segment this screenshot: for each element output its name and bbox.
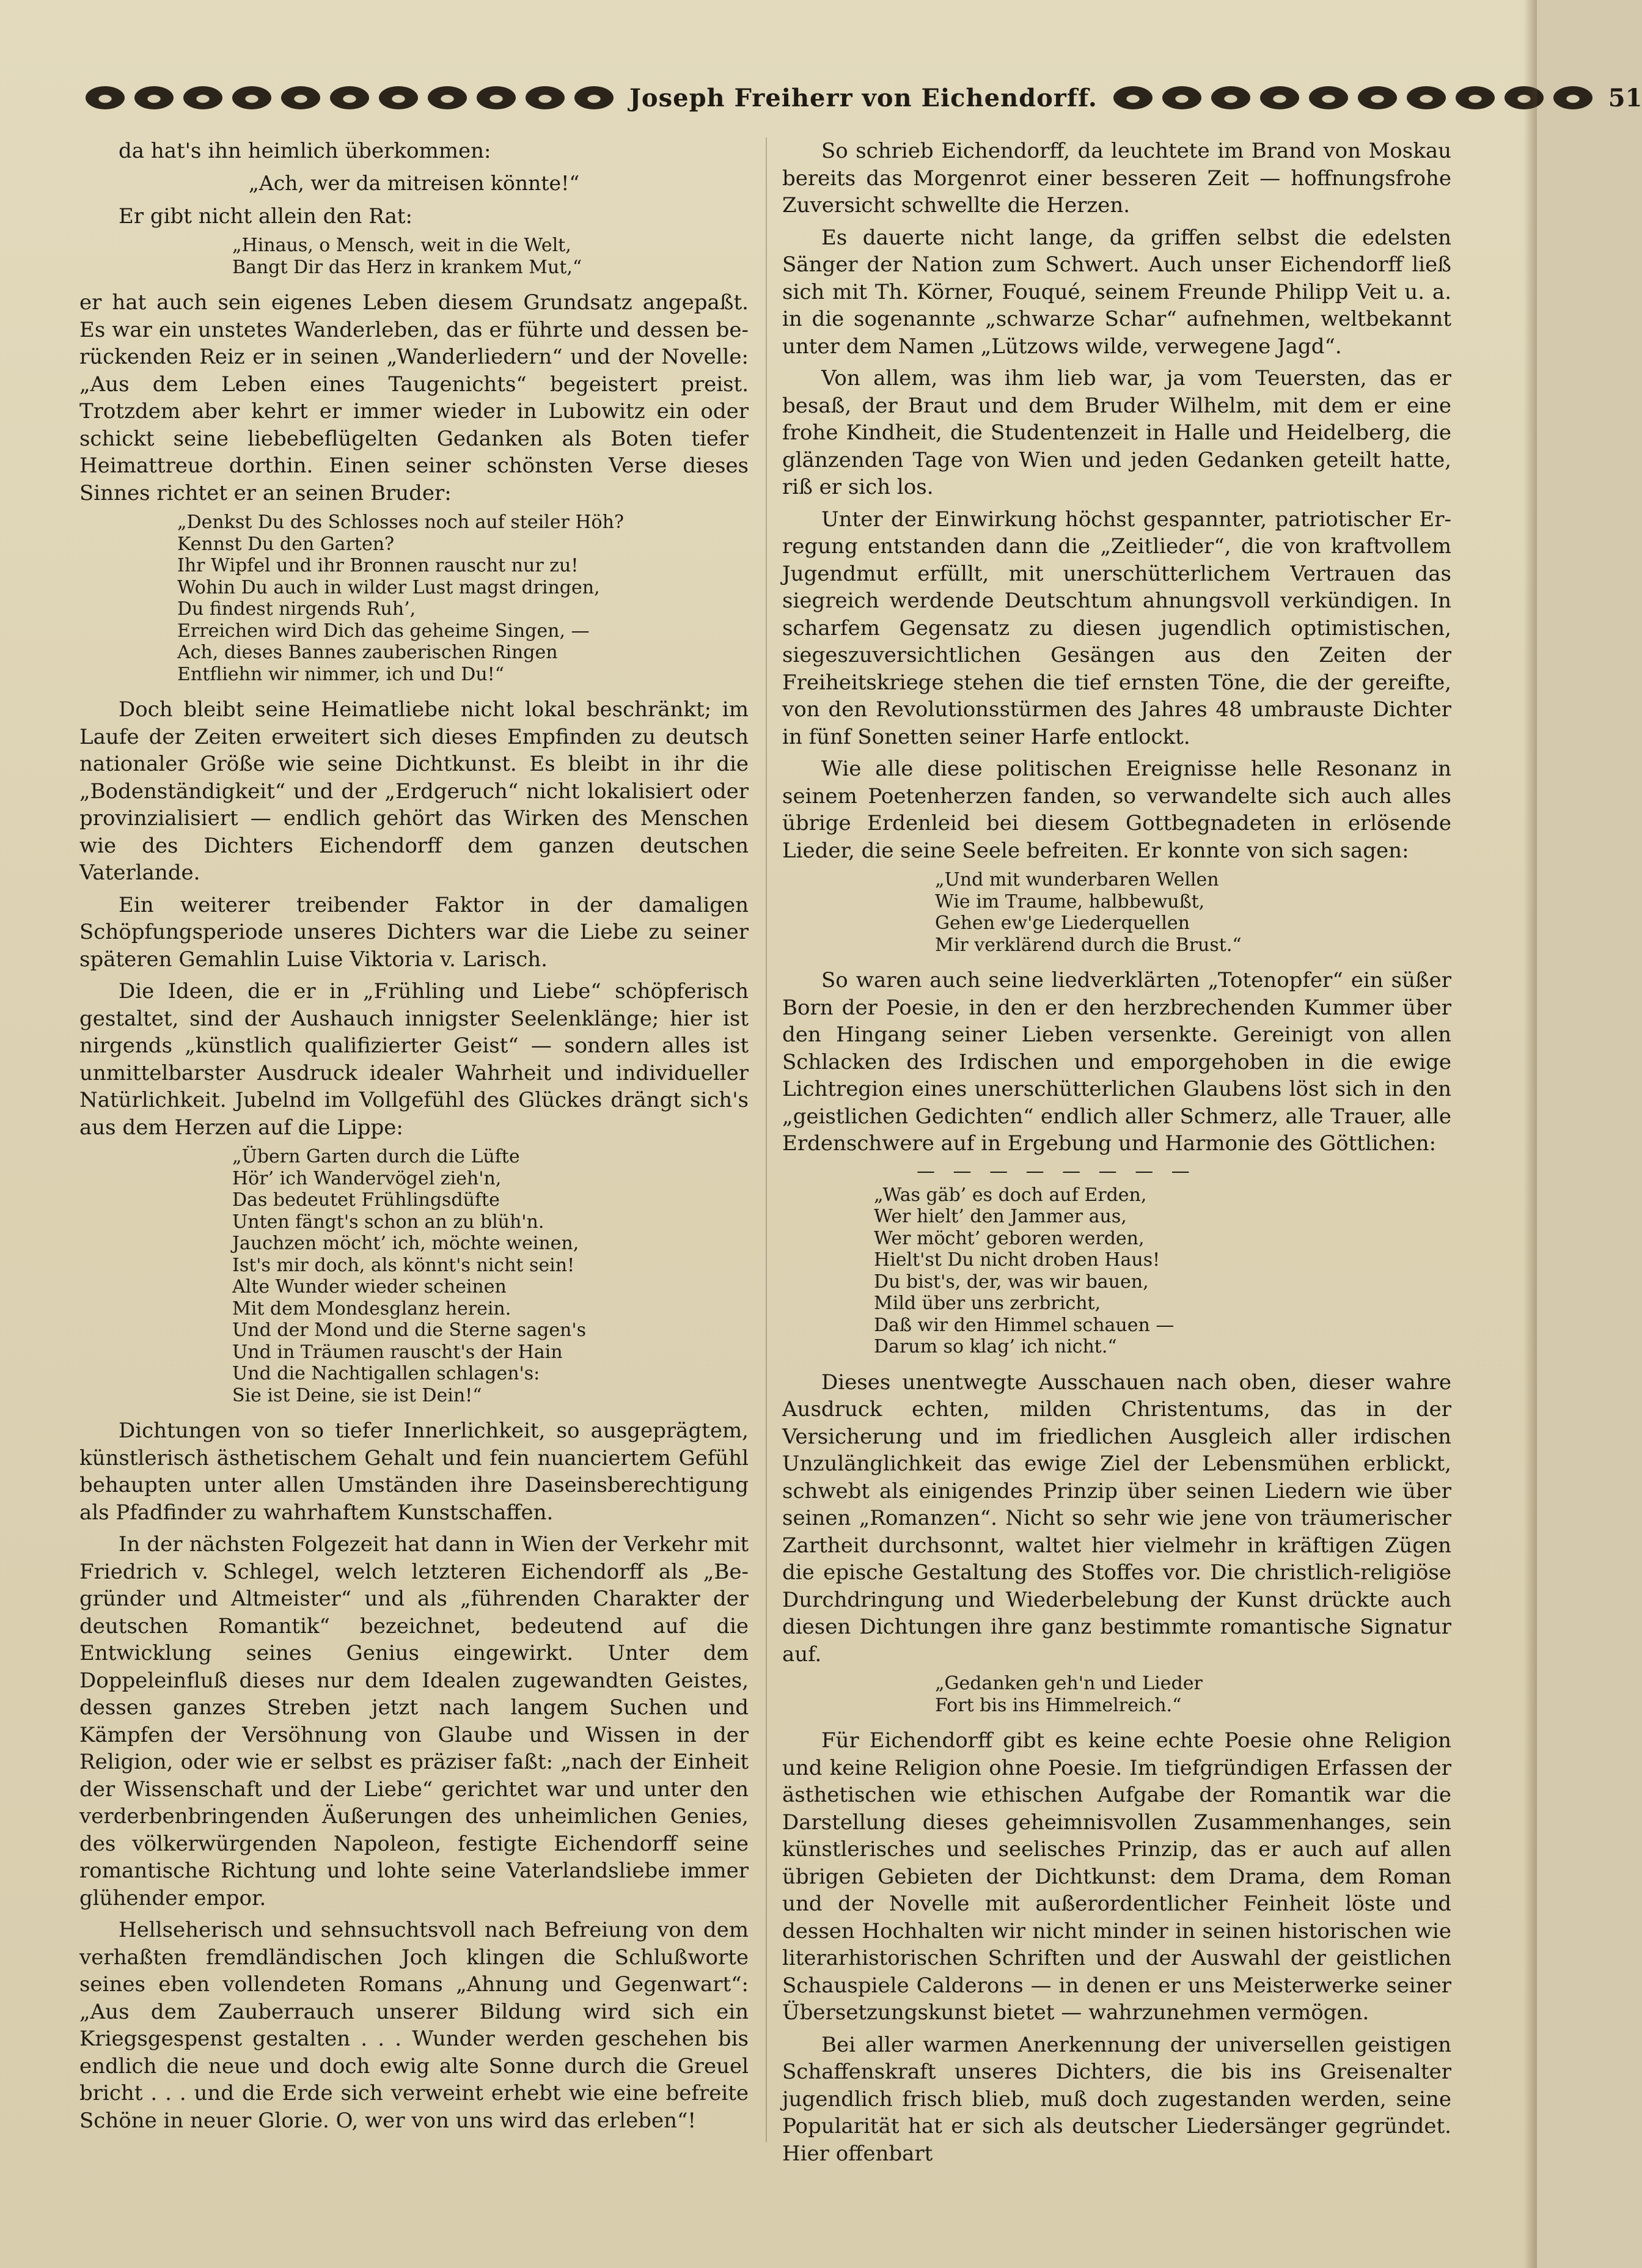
verse-line: Darum so klag’ ich nicht.“ bbox=[874, 1336, 1117, 1357]
verse-line: Und in Träumen rauscht's der Hain bbox=[232, 1341, 563, 1363]
oval-ornament-icon bbox=[428, 86, 467, 109]
verse-line: Sie ist Deine, sie ist Dein!“ bbox=[232, 1384, 482, 1406]
paragraph: Dichtungen von so tiefer Innerlichkeit, so ausgeprägtem, künstlerisch ästhetischem Gehalt und fein nuanciertem Gefühl behaupten unter allen Umständen ihre Daseinsberechtigung als Pfadfinder zu wahrhaftem Kunstschaffen. bbox=[79, 1418, 749, 1525]
verse-line: Ihr Wipfel und ihr Bronnen rauscht nur zu! bbox=[177, 555, 579, 576]
oval-ornament-icon bbox=[1407, 86, 1446, 109]
verse-line: Alte Wunder wieder scheinen bbox=[232, 1276, 507, 1297]
paragraph: Es dauerte nicht lange, da griffen selbst die edelsten Sänger der Nation zum Schwert. Auch unser Eichendorff ließ sich mit Th. Körner, Fouqué, seinem Freunde Philipp Veit u. a. in die sogenannte „schwarze Schar“ aufnehmen, weltbekannt unter dem Namen „Lützows wilde, verwegene Jagd“. bbox=[782, 225, 1451, 359]
oval-ornament-icon bbox=[574, 86, 614, 109]
verse-line: Wie im Traume, halbbewußt, bbox=[935, 890, 1205, 912]
oval-ornament-icon bbox=[477, 86, 516, 109]
running-title: Joseph Freiherr von Eichendorff. bbox=[629, 83, 1098, 112]
oval-ornament-icon bbox=[86, 86, 125, 109]
paragraph: er hat auch sein eigenes Leben diesem Grundsatz angepaßt. Es war ein unstetes Wanderleben, das er führte und dessen berückenden Reiz er in seinen „Wanderliedern“ und der Novelle: „Aus dem Leben eines Taugenichts“ begeistert preist. Trotzdem aber kehrt er immer wieder in Lubowitz ein oder schickt seine liebebeflügelten Gedanken als Boten tiefer Heimattreue dorthin. Einen seiner schönsten Verse dieses Sinnes richtet er an seinen Bruder: bbox=[79, 290, 749, 505]
verse-line: Mild über uns zerbricht, bbox=[874, 1293, 1101, 1314]
verse-line: Und der Mond und die Sterne sagen's bbox=[232, 1319, 587, 1341]
page-header bbox=[86, 73, 1642, 122]
verse-block bbox=[79, 1146, 749, 1406]
paragraph: Die Ideen, die er in „Frühling und Liebe“ schöpferisch gestaltet, sind der Aushauch innigster Seelenklänge; hier ist nirgends „künstlich qualifizierter Geist“ — sondern alles ist unmittelbarster Ausdruck idealer Wahrheit und individueller Natürlichkeit. Jubelnd im Vollgefühl des Glückes drängt sich's aus dem Herzen auf die Lippe: bbox=[79, 979, 749, 1140]
column-divider bbox=[766, 138, 767, 2142]
verse-block bbox=[79, 512, 749, 685]
verse-line: „Übern Garten durch die Lüfte bbox=[232, 1146, 520, 1167]
paragraph: Wie alle diese politischen Ereignisse helle Resonanz in seinem Poetenherzen fanden, so verwandelte sich auch alles übrige Erdenleid bei diesem Gottbegnadeten in erlösende Lieder, die seine Seele befreiten. Er konnte von sich sagen: bbox=[782, 757, 1451, 863]
verse-line: Mit dem Mondesglanz herein. bbox=[232, 1297, 511, 1319]
oval-ornament-icon bbox=[379, 86, 418, 109]
dash-separator: — — — — — — — — bbox=[917, 1160, 1196, 1182]
verse-line: Kennst Du den Garten? bbox=[177, 533, 395, 555]
oval-ornament-icon bbox=[1358, 86, 1397, 109]
ornament-row-left bbox=[86, 86, 614, 109]
verse-line: Bangt Dir das Herz in krankem Mut,“ bbox=[232, 256, 582, 278]
verse-line: Wer möcht’ geboren werden, bbox=[874, 1227, 1145, 1249]
oval-ornament-icon bbox=[330, 86, 369, 109]
verse-line: Jauchzen möcht’ ich, möchte weinen, bbox=[232, 1233, 579, 1254]
paragraph: Dieses unentwegte Ausschauen nach oben, dieser wahre Ausdruck echten, milden Christentums, das in der Versicherung und im friedlichen Ausgleich aller irdischen Unzulänglichkeit das ewige Ziel der Lebensmühen erblickt, schwebt als einigendes Prinzip über seinen Liedern wie über seinen „Romanzen“. Nicht so sehr wie jene von träumerischer Zartheit durchsonnt, waltet hier vielmehr in kräftigen Zügen die epische Gestaltung des Stoffes vor. Die christlich-religiöse Durchdringung und Wiederbelebung der Kunst drückte auch diesen Dichtungen ihre ganz bestimmte romantische Signatur auf. bbox=[782, 1370, 1451, 1667]
verse-line: Hör’ ich Wandervögel zieh'n, bbox=[232, 1167, 502, 1189]
verse-line: Daß wir den Himmel schauen — bbox=[874, 1314, 1175, 1336]
paragraph: So schrieb Eichendorff, da leuchtete im Brand von Moskau bereits das Morgenrot einer besseren Zeit — hoffnungsfrohe Zuversicht schwellte die Herzen. bbox=[782, 139, 1451, 218]
verse-line: Ach, dieses Bannes zauberischen Ringen bbox=[177, 642, 558, 663]
oval-ornament-icon bbox=[1505, 86, 1544, 109]
verse-line: Entfliehn wir nimmer, ich und Du!“ bbox=[177, 663, 505, 685]
paragraph: Er gibt nicht allein den Rat: bbox=[119, 204, 413, 229]
oval-ornament-icon bbox=[1553, 86, 1593, 109]
verse-line: „Und mit wunderbaren Wellen bbox=[935, 869, 1219, 890]
right-column bbox=[782, 138, 1451, 2172]
paragraph: Von allem, was ihm lieb war, ja vom Teuersten, das er besaß, der Braut und dem Bruder Wilhelm, mit dem er eine frohe Kindheit, die Studentenzeit in Halle und Heidelberg, die glänzenden Tage von Wien und jeden Gedanken geteilt hatte, riß er sich los. bbox=[782, 366, 1451, 499]
verse-line: Gehen ew'ge Liederquellen bbox=[935, 912, 1190, 934]
verse-block bbox=[782, 1673, 1451, 1716]
verse-line: Ist's mir doch, als könnt's nicht sein! bbox=[232, 1254, 575, 1276]
verse-line: Erreichen wird Dich das geheime Singen, — bbox=[177, 620, 590, 642]
verse-line: Wohin Du auch in wilder Lust magst dringen, bbox=[177, 576, 600, 598]
verse-line: Das bedeutet Frühlingsdüfte bbox=[232, 1189, 500, 1211]
verse-line: Mir verklärend durch die Brust.“ bbox=[935, 934, 1242, 956]
oval-ornament-icon bbox=[134, 86, 174, 109]
oval-ornament-icon bbox=[232, 86, 271, 109]
verse-line: Wer hielt’ den Jammer aus, bbox=[874, 1206, 1127, 1227]
paragraph: Hellseherisch und sehnsuchtsvoll nach Befreiung von dem verhaßten fremdländischen Joch klingen die Schlußworte seines eben vollendeten Romans „Ahnung und Gegenwart“: „Aus dem Zauberrauch unserer Bildung wird sich ein Kriegsgespenst gestalten . . . Wunder werden geschehen bis endlich die neue und doch ewig alte Sonne durch die Greuel bricht . . . und die Erde sich verweint erhebt wie eine befreite Schöne in neuer Glorie. O, wer von uns wird das erleben“! bbox=[79, 1918, 749, 2133]
oval-ornament-icon bbox=[1456, 86, 1495, 109]
verse-line: Hielt'st Du nicht droben Haus! bbox=[874, 1249, 1160, 1271]
paragraph: In der nächsten Folgezeit hat dann in Wien der Verkehr mit Friedrich v. Schlegel, welch letzteren Eichendorff als „Begründer und Altmeister“ und als „führenden Charakter der deutschen Romantik“ bezeichnet, bedeutend auf die Entwicklung seines Genius eingewirkt. Unter dem Doppeleinfluß dieses nur dem Idealen zugewandten Geistes, dessen ganzes Streben jetzt nach langem Suchen und Kämpfen der Versöhnung von Glaube und Wissen in der Religion, oder wie er selbst es präziser faßt: „nach der Einheit der Wissenschaft und der Liebe“ gerichtet war und unter den verderbenbringenden Äußerungen des unheimlichen Genies, des völkerwürgenden Napoleon, festigte Eichendorff seine romantische Richtung und lohte seine Vaterlandsliebe immer glühender empor. bbox=[79, 1532, 749, 1910]
verse-line: „Gedanken geh'n und Lieder bbox=[935, 1673, 1203, 1694]
verse-line: Fort bis ins Himmelreich.“ bbox=[935, 1694, 1182, 1716]
oval-ornament-icon bbox=[1260, 86, 1299, 109]
verse-line: „Was gäb’ es doch auf Erden, bbox=[874, 1184, 1147, 1206]
paragraph: Bei aller warmen Anerkennung der universellen geistigen Schaffenskraft unseres Dichters, die bis ins Greisenalter jugendlich frisch blieb, muß doch zugestanden werden, seine Popularität hat er sich als deutscher Liedersänger gegründet. Hier offenbart bbox=[782, 2032, 1451, 2166]
oval-ornament-icon bbox=[1162, 86, 1201, 109]
paragraph: Doch bleibt seine Heimatliebe nicht lokal beschränkt; im Laufe der Zeiten erweitert sich dieses Empfinden zu deutsch nationaler Größe wie seine Dichtkunst. Es bleibt in ihr die „Bodenständigkeit“ und der „Erdgeruch“ nicht lokalisiert oder provinzialisiert — endlich gehört das Wirken des Menschen wie des Dichters Eichendorff dem ganzen deutschen Vaterlande. bbox=[79, 697, 749, 885]
paragraph: da hat's ihn heimlich überkommen: bbox=[119, 139, 491, 163]
page-number: 51 bbox=[1608, 83, 1642, 112]
paragraph: Für Eichendorff gibt es keine echte Poesie ohne Religion und keine Religion ohne Poesie. Im tiefgründigen Erfassen der ästhetischen wie ethischen Aufgabe der Romantik war die Darstellung dieses geheimnisvollen Zusammenhanges, sein künstlerisches und seelisches Prinzip, das er auch auf allen übrigen Gebieten der Dichtkunst: dem Drama, dem Roman und der Novelle mit außerordentlicher Feinheit löste und dessen Hochhalten wir nicht minder in seinen historischen wie literarhistorischen Schriften und der Auswahl der geistlichen Schauspiele Calderons — in denen er uns Meisterwerke seiner Übersetzungskunst bietet — wahrzunehmen vermögen. bbox=[782, 1728, 1451, 2025]
oval-ornament-icon bbox=[1113, 86, 1153, 109]
oval-ornament-icon bbox=[1309, 86, 1348, 109]
paragraph: Ein weiterer treibender Faktor in der damaligen Schöpfungsperiode unseres Dichters war die Liebe zu seiner späteren Gemahlin Luise Viktoria v. Larisch. bbox=[79, 892, 749, 972]
oval-ornament-icon bbox=[1211, 86, 1250, 109]
oval-ornament-icon bbox=[183, 86, 222, 109]
paragraph: Unter der Einwirkung höchst gespannter, patriotischer Erregung entstanden dann die „Zeitlieder“, die von kraftvollem Jugendmut erfüllt, mit unerschütterlichem Vertrauen das siegreich werdende Deutschtum ahnungsvoll verkündigen. In scharfem Gegensatz zu diesen jugendlich optimistischen, siegeszuversichtlichen Gesängen aus den Zeiten der Freiheitskriege stehen die tief ernsten Töne, die der gereifte, von den Revolutionsstürmen des Jahres 48 umbrauste Dichter in fünf Sonetten seiner Harfe entlockt. bbox=[782, 507, 1451, 749]
oval-ornament-icon bbox=[281, 86, 320, 109]
ornament-row-right bbox=[1113, 86, 1593, 109]
verse-line: Unten fängt's schon an zu blüh'n. bbox=[232, 1211, 544, 1233]
verse-block bbox=[782, 1184, 1451, 1358]
verse-line: Du findest nirgends Ruh’, bbox=[177, 598, 416, 620]
paragraph: So waren auch seine liedverklärten „Totenopfer“ ein süßer Born der Poesie, in den er den herzbrechenden Kummer über den Hingang seiner Lieben versenkte. Gereinigt von allen Schlacken des Irdischen und emporgehoben in die ewige Lichtregion eines unerschütterlichen Glaubens löst sich in den „geistlichen Gedichten“ endlich aller Schmerz, alle Trauer, alle Erdenschwere auf in Ergebung und Harmonie des Göttlichen: bbox=[782, 968, 1451, 1156]
inline-quote: „Ach, wer da mitreisen könnte!“ bbox=[248, 171, 580, 195]
verse-line: Du bist's, der, was wir bauen, bbox=[874, 1271, 1149, 1293]
verse-line: Und die Nachtigallen schlagen's: bbox=[232, 1363, 540, 1384]
verse-block bbox=[79, 235, 749, 278]
oval-ornament-icon bbox=[526, 86, 565, 109]
left-column bbox=[79, 138, 749, 2139]
verse-block bbox=[782, 869, 1451, 956]
verse-line: „Denkst Du des Schlosses noch auf steiler Höh? bbox=[177, 512, 624, 533]
verse-line: „Hinaus, o Mensch, weit in die Welt, bbox=[232, 235, 571, 256]
